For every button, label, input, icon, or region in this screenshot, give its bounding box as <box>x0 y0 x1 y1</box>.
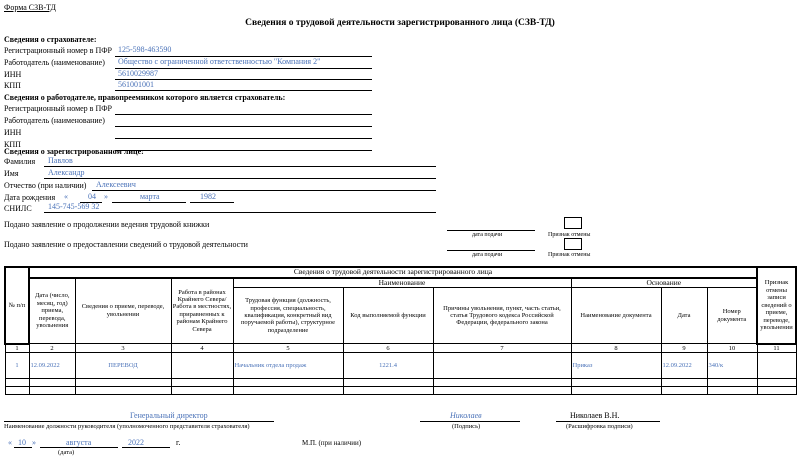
predecessor-heading: Сведения о работодателе, правопреемником которого является страхователь: <box>4 93 286 102</box>
insurer-kpp-label: КПП <box>4 81 21 90</box>
table-row <box>5 353 796 379</box>
col-number: 1 <box>5 344 29 353</box>
col-header-function: Трудовая функция (должность, профессия, специальность, квалификация, конкретный вид поручаемой работы), структурное подразделение <box>233 288 343 344</box>
row-reason <box>433 353 571 379</box>
col-number: 5 <box>233 344 343 353</box>
col-header-reason: Причины увольнения, пункт, часть статьи, статья Трудового кодекса Российской Федерации, федерального закона <box>433 288 571 344</box>
provide-cancel-checkbox[interactable] <box>564 238 582 250</box>
person-dob-month: марта <box>140 192 160 201</box>
signature-value: Николаев <box>450 411 482 420</box>
col-header-date: Дата (число, месяц, год) приема, перевода, увольнения <box>29 278 75 344</box>
row-doc-num: 340/к <box>707 353 757 379</box>
dob-quote-open: « <box>64 192 68 201</box>
signer-position-value: Генеральный директор <box>130 411 208 420</box>
col-header-event: Сведения о приеме, переводе, увольнении <box>75 278 171 344</box>
dob-quote-close: » <box>104 192 108 201</box>
col-number: 6 <box>343 344 433 353</box>
col-header-cancel: Признак отмены записи сведений о приеме, переводе, увольнении <box>757 267 796 344</box>
person-dob-year: 1982 <box>200 192 216 201</box>
insurer-inn-label: ИНН <box>4 70 22 79</box>
row-cancel <box>757 353 796 379</box>
stamp-label: М.П. (при наличии) <box>302 439 362 447</box>
basis-header: Основание <box>571 278 757 288</box>
predecessor-kpp-label: КПП <box>4 140 21 149</box>
provide-date-label: дата подачи <box>472 252 503 258</box>
insurer-kpp-value: 561001001 <box>118 80 154 89</box>
row-doc: Приказ <box>571 353 661 379</box>
col-header-north: Работа в районах Крайнего Севера/Работа в местностях, приравненных к районам Крайнего Севера <box>171 278 233 344</box>
person-snils-label: СНИЛС <box>4 204 32 213</box>
insurer-heading: Сведения о страхователе: <box>4 35 97 44</box>
person-firstname-label: Имя <box>4 169 19 178</box>
continue-application-label: Подано заявление о продолжении ведения трудовой книжки <box>4 220 210 229</box>
col-number: 7 <box>433 344 571 353</box>
signer-name-label: (Расшифровка подписи) <box>566 423 633 430</box>
predecessor-reg-label: Регистрационный номер в ПФР <box>4 104 112 113</box>
table-row <box>5 387 796 395</box>
person-heading: Сведения о зарегистрированном лице: <box>4 147 144 156</box>
row-code: 1221.4 <box>343 353 433 379</box>
continue-cancel-checkbox[interactable] <box>564 217 582 229</box>
col-number: 8 <box>571 344 661 353</box>
person-lastname-label: Фамилия <box>4 157 36 166</box>
col-header-code: Код выполняемой функции <box>343 288 433 344</box>
insurer-inn-value: 5610029987 <box>118 69 158 78</box>
col-number: 11 <box>757 344 796 353</box>
date-quote-close: » <box>32 438 36 447</box>
person-dob-day: 04 <box>88 192 96 201</box>
insurer-employer-value: Общество с ограниченной ответственностью "Компания 2" <box>118 57 321 66</box>
predecessor-employer-label: Работодатель (наименование) <box>4 116 105 125</box>
sign-year-suffix: г. <box>176 438 181 447</box>
person-firstname-value: Александр <box>48 168 85 177</box>
group-header: Сведения о трудовой деятельности зарегистрированного лица <box>29 267 757 278</box>
provide-cancel-label: Признак отмены <box>548 252 591 258</box>
work-activity-table <box>4 266 797 395</box>
person-patronymic-value: Алексеевич <box>96 180 136 189</box>
row-function: Начальник отдела продаж <box>233 353 343 379</box>
provide-application-label: Подано заявление о предоставлении сведений о трудовой деятельности <box>4 240 248 249</box>
person-dob-label: Дата рождения <box>4 193 56 202</box>
row-doc-date: 12.09.2022 <box>661 353 707 379</box>
continue-cancel-label: Признак отмены <box>548 232 591 238</box>
col-header-doc: Наименование документа <box>571 288 661 344</box>
row-north <box>171 353 233 379</box>
col-number: 2 <box>29 344 75 353</box>
col-header-number: № п/п <box>5 267 29 344</box>
insurer-reg-label: Регистрационный номер в ПФР <box>4 46 112 55</box>
col-number: 3 <box>75 344 171 353</box>
name-header: Наименование <box>233 278 571 288</box>
sign-date-label: (дата) <box>58 449 75 456</box>
row-date: 12.09.2022 <box>29 353 75 379</box>
person-lastname-value: Павлов <box>48 156 73 165</box>
date-quote-open: « <box>8 438 12 447</box>
insurer-employer-label: Работодатель (наименование) <box>4 58 105 67</box>
col-number: 4 <box>171 344 233 353</box>
continue-date-label: дата подачи <box>472 232 503 238</box>
predecessor-inn-label: ИНН <box>4 128 22 137</box>
signature-label: (Подпись) <box>452 423 481 430</box>
sign-month: августа <box>66 438 92 447</box>
signer-name-value: Николаев В.Н. <box>570 411 620 420</box>
col-header-doc-num: Номер документа <box>707 288 757 344</box>
row-event: ПЕРЕВОД <box>75 353 171 379</box>
signer-position-label: Наименование должности руководителя (уполномоченного представителя страхователя) <box>4 423 250 430</box>
row-number: 1 <box>5 353 29 379</box>
col-header-doc-date: Дата <box>661 288 707 344</box>
insurer-reg-value: 125-598-463590 <box>118 45 172 54</box>
col-number: 10 <box>707 344 757 353</box>
sign-day: 10 <box>18 438 26 447</box>
person-snils-value: 145-745-569 32 <box>48 202 100 211</box>
sign-year: 2022 <box>128 438 144 447</box>
form-label: Форма СЗВ-ТД <box>4 3 56 12</box>
page-title: Сведения о трудовой деятельности зарегистрированного лица (СЗВ-ТД) <box>245 18 555 28</box>
table-row <box>5 379 796 387</box>
col-number: 9 <box>661 344 707 353</box>
person-patronymic-label: Отчество (при наличии) <box>4 181 87 190</box>
